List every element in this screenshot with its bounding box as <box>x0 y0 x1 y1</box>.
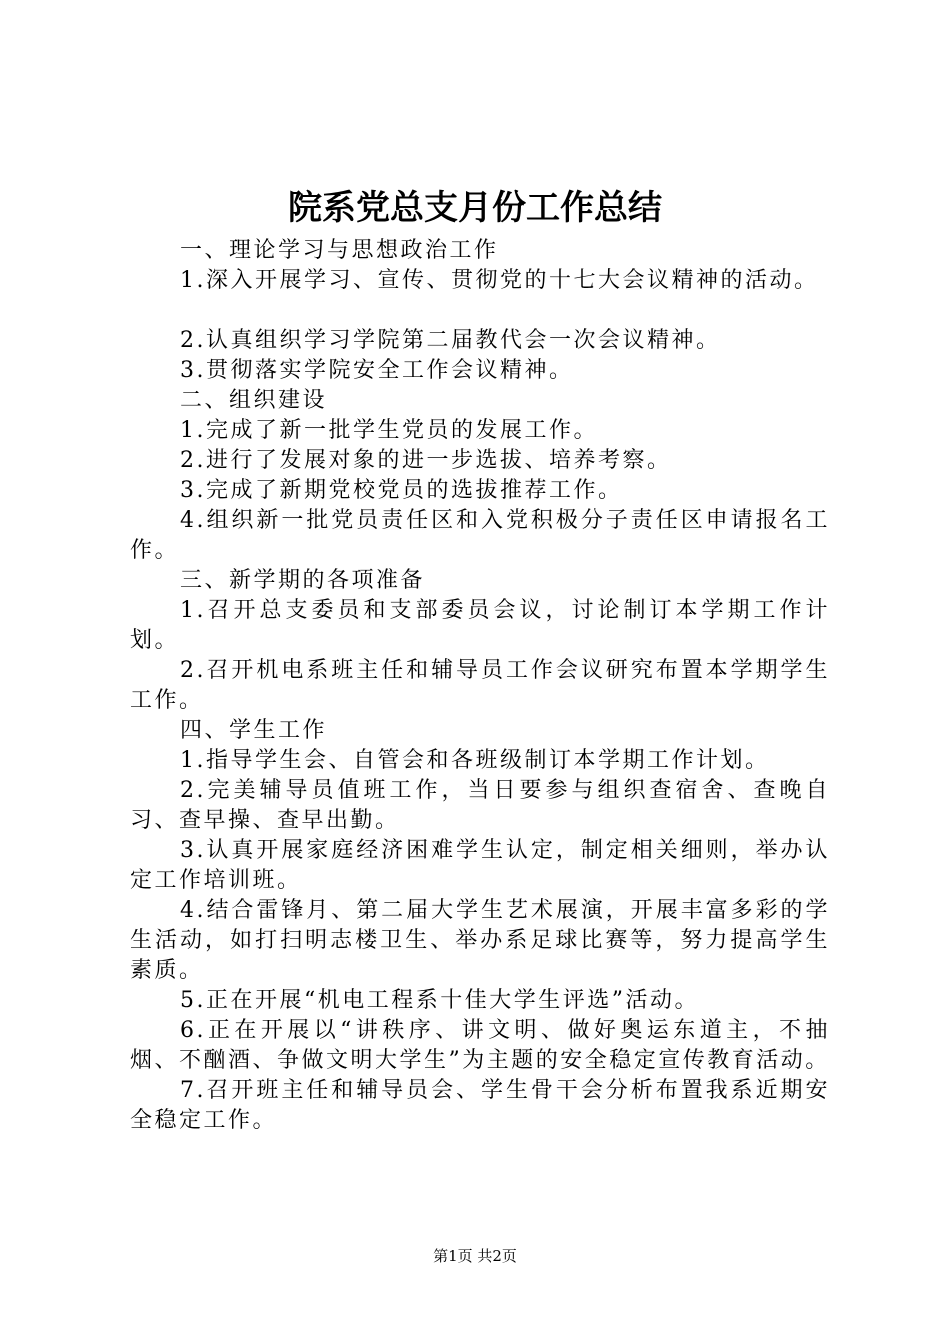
paragraph: 1.深入开展学习、宣传、贯彻党的十七大会议精神的活动。 <box>180 268 819 293</box>
paragraph: 4.组织新一批党员责任区和入党积极分子责任区申请报名工作。 <box>130 508 830 563</box>
paragraph: 6.正在开展以“讲秩序、讲文明、做好奥运东道主，不抽烟、不酗酒、争做文明大学生”为主题的安全稳定宣传教育活动。 <box>130 1018 830 1073</box>
section-heading-new-semester: 三、新学期的各项准备 <box>180 568 426 593</box>
paragraph: 3.认真开展家庭经济困难学生认定，制定相关细则，举办认定工作培训班。 <box>130 838 830 893</box>
paragraph: 1.完成了新一批学生党员的发展工作。 <box>180 418 598 443</box>
paragraph: 2.完美辅导员值班工作，当日要参与组织查宿舍、查晚自习、查早操、查早出勤。 <box>130 778 830 833</box>
paragraph: 1.指导学生会、自管会和各班级制订本学期工作计划。 <box>180 748 770 773</box>
section-heading-theory: 一、理论学习与思想政治工作 <box>180 238 499 263</box>
section-heading-student-work: 四、学生工作 <box>180 718 328 743</box>
paragraph: 2.认真组织学习学院第二届教代会一次会议精神。 <box>180 328 721 353</box>
paragraph: 1.召开总支委员和支部委员会议，讨论制订本学期工作计划。 <box>130 598 830 653</box>
paragraph: 3.完成了新期党校党员的选拔推荐工作。 <box>180 478 623 503</box>
page-footer: 第1页 共2页 <box>433 1247 517 1265</box>
paragraph: 4.结合雷锋月、第二届大学生艺术展演，开展丰富多彩的学生活动，如打扫明志楼卫生、举办系足球比赛等，努力提高学生素质。 <box>130 898 830 983</box>
document-body <box>130 236 830 1136</box>
paragraph: 2.进行了发展对象的进一步选拔、培养考察。 <box>180 448 672 473</box>
paragraph: 3.贯彻落实学院安全工作会议精神。 <box>180 358 574 383</box>
paragraph: 7.召开班主任和辅导员会、学生骨干会分析布置我系近期安全稳定工作。 <box>130 1078 830 1133</box>
paragraph: 5.正在开展“机电工程系十佳大学生评选”活动。 <box>180 988 699 1013</box>
blank-line <box>130 296 830 326</box>
paragraph: 2.召开机电系班主任和辅导员工作会议研究布置本学期学生工作。 <box>130 658 830 713</box>
document-title: 院系党总支月份工作总结 <box>288 188 662 228</box>
section-heading-organization: 二、组织建设 <box>180 388 328 413</box>
